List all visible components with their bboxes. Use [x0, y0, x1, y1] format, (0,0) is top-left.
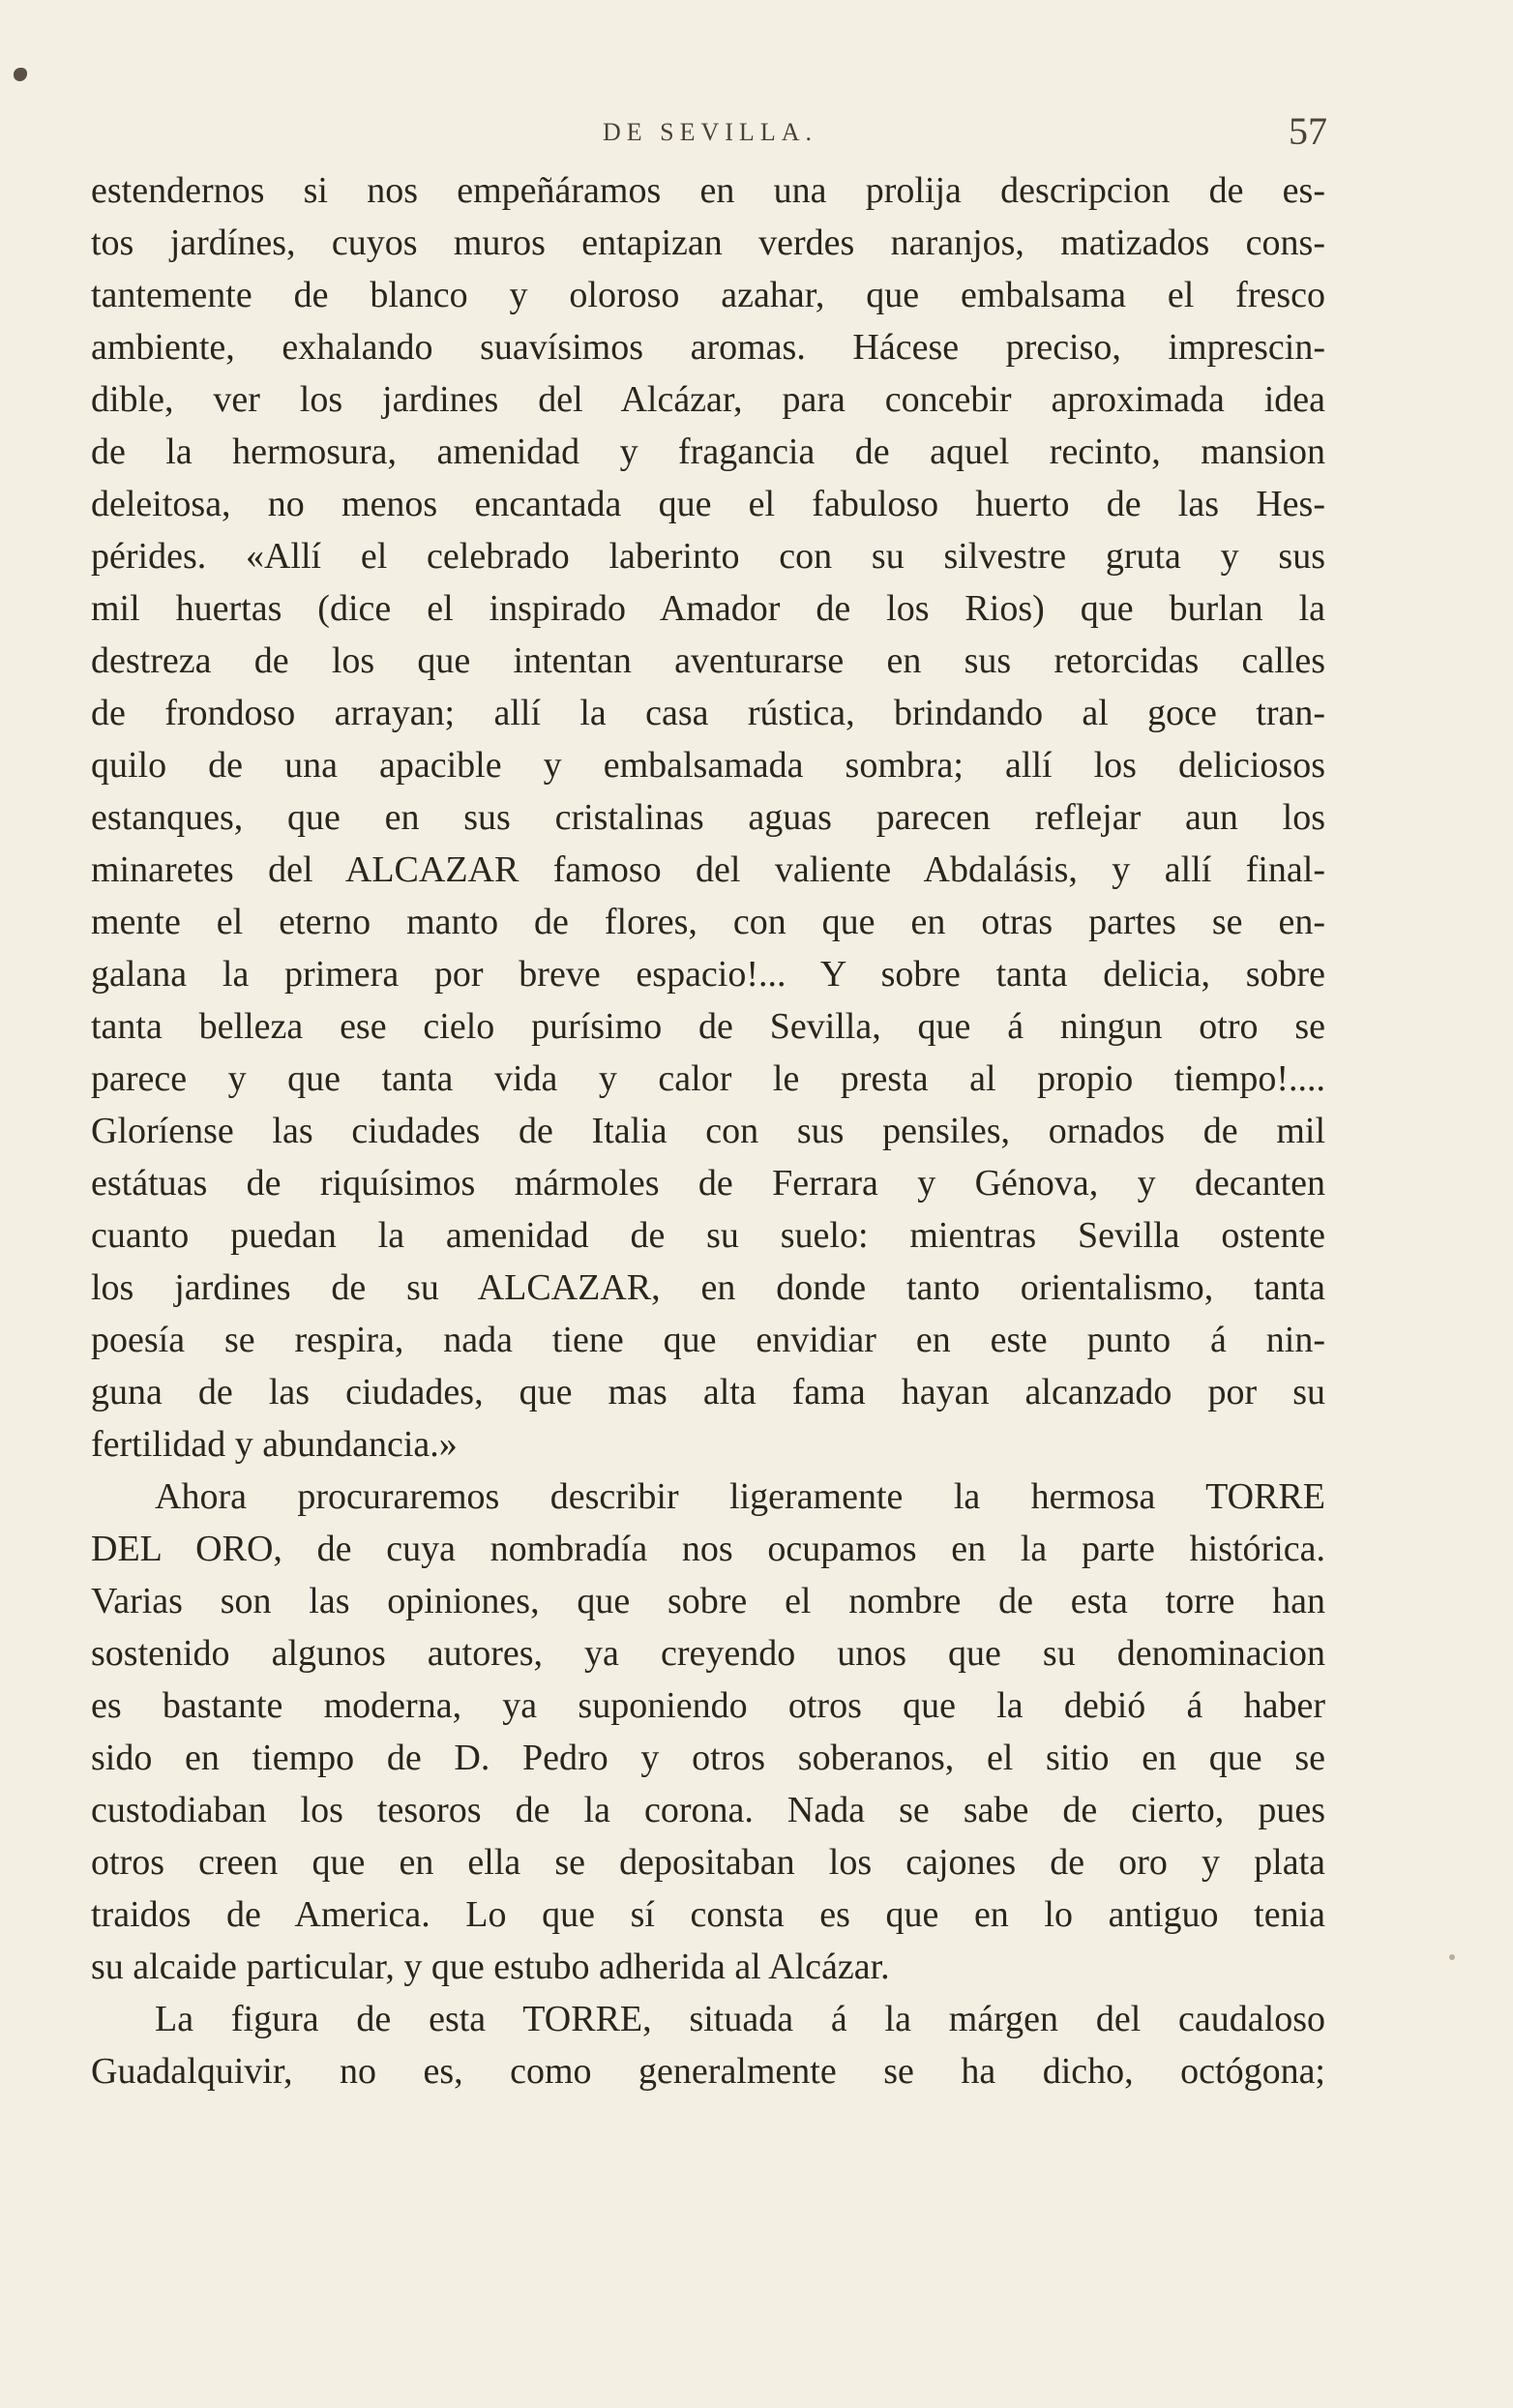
- body-text: [91, 164, 1325, 2097]
- running-header: [93, 108, 1327, 166]
- text-line: estanques, que en sus cristalinas aguas parecen reflejar aun los: [91, 797, 1325, 838]
- text-line: fertilidad y abundancia.»: [91, 1424, 458, 1465]
- text-line: mente el eterno manto de flores, con que en otras partes se en-: [91, 902, 1325, 942]
- paper-speck: [1449, 1954, 1455, 1960]
- text-line: Varias son las opiniones, que sobre el nombre de esta torre han: [91, 1581, 1325, 1621]
- text-line: de frondoso arrayan; allí la casa rústica, brindando al goce tran-: [91, 693, 1325, 733]
- text-line: los jardines de su ALCAZAR, en donde tanto orientalismo, tanta: [91, 1267, 1325, 1308]
- text-line: deleitosa, no menos encantada que el fabuloso huerto de las Hes-: [91, 484, 1325, 524]
- text-line: mil huertas (dice el inspirado Amador de los Rios) que burlan la: [91, 588, 1325, 629]
- text-line: Ahora procuraremos describir ligeramente la hermosa TORRE: [155, 1476, 1325, 1517]
- text-line: es bastante moderna, ya suponiendo otros que la debió á haber: [91, 1685, 1325, 1726]
- text-line: otros creen que en ella se depositaban los cajones de oro y plata: [91, 1842, 1325, 1883]
- text-line: poesía se respira, nada tiene que envidiar en este punto á nin-: [91, 1320, 1325, 1360]
- text-line: La figura de esta TORRE, situada á la márgen del caudaloso: [155, 1999, 1325, 2039]
- ink-blot-mark: [14, 68, 27, 81]
- text-line: minaretes del ALCAZAR famoso del valiente Abdalásis, y allí final-: [91, 849, 1325, 890]
- text-line: sido en tiempo de D. Pedro y otros soberanos, el sitio en que se: [91, 1738, 1325, 1778]
- text-line: DEL ORO, de cuya nombradía nos ocupamos en la parte histórica.: [91, 1529, 1325, 1569]
- text-line: de la hermosura, amenidad y fragancia de aquel recinto, mansion: [91, 431, 1325, 472]
- text-line: destreza de los que intentan aventurarse en sus retorcidas calles: [91, 640, 1325, 681]
- text-line: tanta belleza ese cielo purísimo de Sevilla, que á ningun otro se: [91, 1006, 1325, 1047]
- text-line: galana la primera por breve espacio!... Y sobre tanta delicia, sobre: [91, 954, 1325, 995]
- text-line: tantemente de blanco y oloroso azahar, que embalsama el fresco: [91, 275, 1325, 315]
- text-line: sostenido algunos autores, ya creyendo unos que su denominacion: [91, 1633, 1325, 1674]
- text-line: quilo de una apacible y embalsamada sombra; allí los deliciosos: [91, 745, 1325, 786]
- page-number: 57: [1289, 109, 1327, 153]
- text-line: pérides. «Allí el celebrado laberinto con su silvestre gruta y sus: [91, 536, 1325, 577]
- text-line: dible, ver los jardines del Alcázar, para concebir aproximada idea: [91, 379, 1325, 420]
- running-title: DE SEVILLA.: [603, 118, 817, 146]
- text-line: su alcaide particular, y que estubo adherida al Alcázar.: [91, 1947, 890, 1987]
- text-line: parece y que tanta vida y calor le presta al propio tiempo!....: [91, 1058, 1325, 1099]
- text-line: custodiaban los tesoros de la corona. Nada se sabe de cierto, pues: [91, 1790, 1325, 1830]
- text-line: Gloríense las ciudades de Italia con sus pensiles, ornados de mil: [91, 1111, 1325, 1151]
- text-line: cuanto puedan la amenidad de su suelo: mientras Sevilla ostente: [91, 1215, 1325, 1256]
- text-line: traidos de America. Lo que sí consta es que en lo antiguo tenia: [91, 1894, 1325, 1935]
- text-line: estendernos si nos empeñáramos en una prolija descripcion de es-: [91, 170, 1325, 211]
- text-line: tos jardínes, cuyos muros entapizan verdes naranjos, matizados cons-: [91, 223, 1325, 263]
- text-line: guna de las ciudades, que mas alta fama hayan alcanzado por su: [91, 1372, 1325, 1412]
- text-line: estátuas de riquísimos mármoles de Ferrara y Génova, y decanten: [91, 1163, 1325, 1204]
- text-line: ambiente, exhalando suavísimos aromas. Hácese preciso, imprescin-: [91, 327, 1325, 368]
- text-line: Guadalquivir, no es, como generalmente se ha dicho, octógona;: [91, 2051, 1325, 2092]
